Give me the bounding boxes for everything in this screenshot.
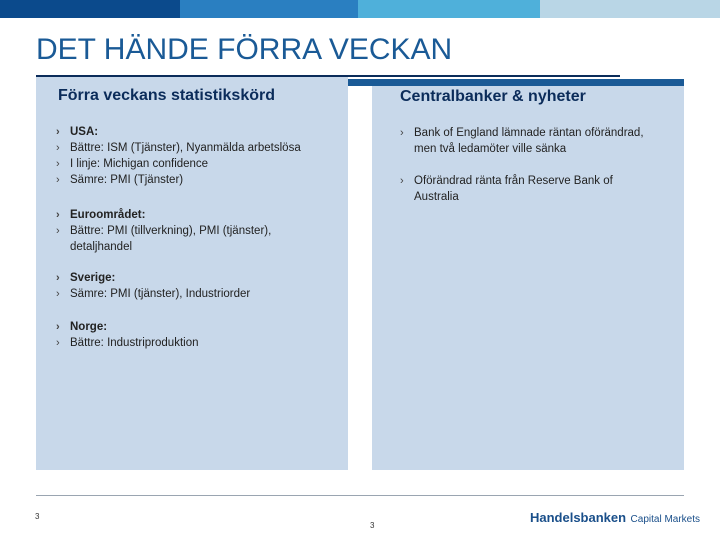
list-item: › Sämre: PMI (tjänster), Industriorder: [56, 288, 251, 300]
eurozone-group: [56, 207, 306, 255]
list-item: › Norge:: [56, 321, 108, 333]
usa-group: [56, 124, 336, 188]
handelsbanken-logo: [530, 509, 700, 527]
chevron-right-icon: ›: [56, 158, 60, 170]
chevron-right-icon: ›: [56, 142, 60, 154]
list-item: › USA:: [56, 126, 99, 138]
logo-sub: Capital Markets: [630, 514, 700, 525]
list-item: › Bättre: ISM (Tjänster), Nyanmälda arbetslösa: [56, 142, 301, 154]
list-item: › Sverige:: [56, 272, 116, 284]
list-item: › Bank of England lämnade räntan oförändrad, men två ledamöter ville sänka: [400, 127, 644, 155]
chevron-right-icon: ›: [400, 175, 404, 187]
top-bar-segment-4: [540, 0, 720, 18]
chevron-right-icon: ›: [56, 209, 60, 221]
top-color-bar: [0, 0, 720, 18]
statistics-heading: Förra veckans statistikskörd: [58, 87, 275, 104]
list-item: › Oförändrad ränta från Reserve Bank of Australia: [400, 175, 613, 203]
logo-brand: Handelsbanken: [529, 510, 627, 525]
top-bar-segment-2: [180, 0, 358, 18]
list-item: › Sämre: PMI (Tjänster): [56, 174, 184, 186]
list-item: › Euroområdet:: [56, 209, 146, 221]
top-bar-segment-1: [0, 0, 180, 18]
list-item: › I linje: Michigan confidence: [56, 158, 209, 170]
chevron-right-icon: ›: [56, 321, 60, 333]
norway-group: [56, 319, 336, 351]
chevron-right-icon: ›: [56, 272, 60, 284]
chevron-right-icon: ›: [56, 337, 60, 349]
central-banks-heading: Centralbanker & nyheter: [400, 88, 586, 105]
chevron-right-icon: ›: [56, 225, 60, 237]
sweden-group: [56, 270, 336, 302]
news-item-rba: [400, 173, 650, 205]
list-item: › Bättre: PMI (tillverkning), PMI (tjänster), detaljhandel: [56, 225, 272, 253]
chevron-right-icon: ›: [56, 174, 60, 186]
footer-divider: [36, 495, 684, 496]
chevron-right-icon: ›: [56, 288, 60, 300]
top-bar-segment-3: [358, 0, 540, 18]
list-item: › Bättre: Industriproduktion: [56, 337, 199, 349]
slide-title: DET HÄNDE FÖRRA VECKAN: [36, 33, 453, 66]
page-number-center: 3: [370, 521, 375, 530]
page-number-left: 3: [35, 512, 40, 521]
chevron-right-icon: ›: [56, 126, 60, 138]
chevron-right-icon: ›: [400, 127, 404, 139]
news-item-boe: [400, 125, 662, 157]
